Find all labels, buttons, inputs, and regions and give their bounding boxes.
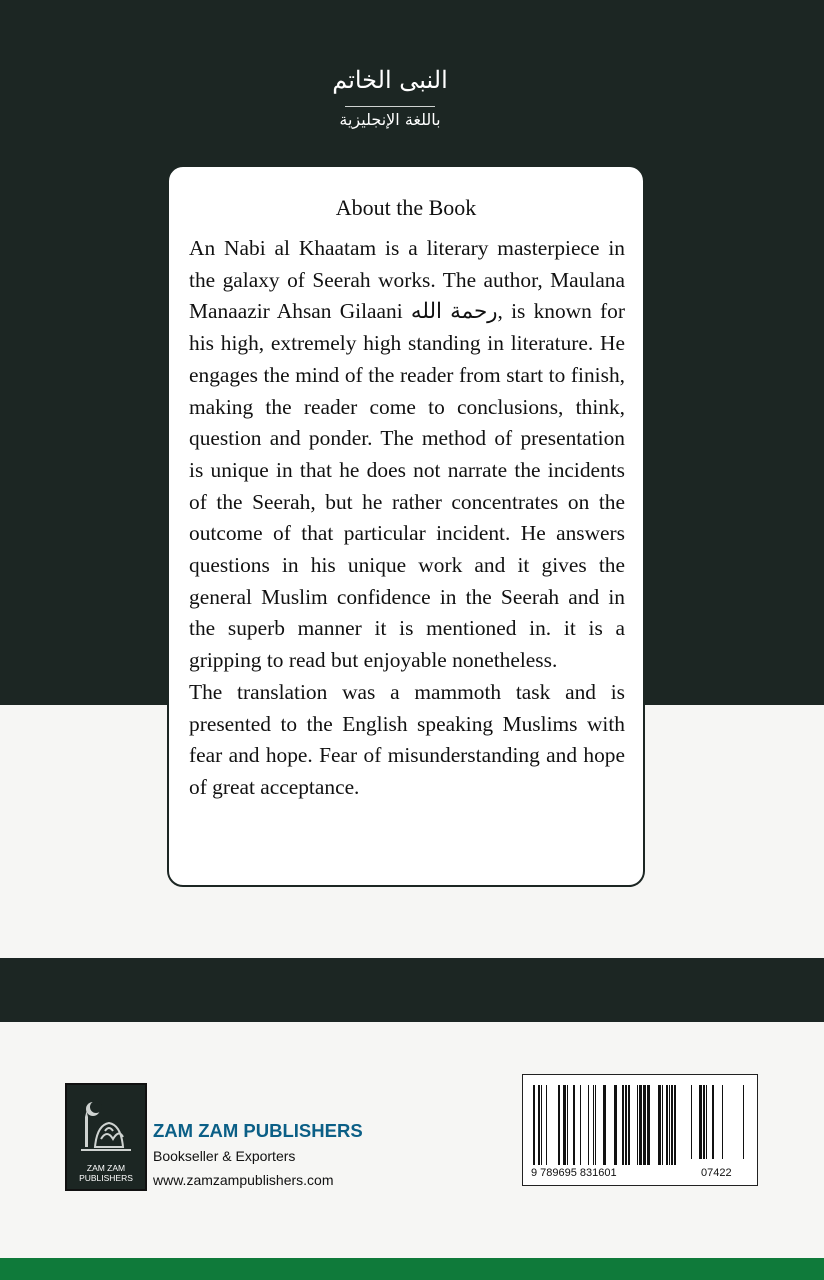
isbn-digits: 9 789695 831601 xyxy=(531,1167,617,1179)
mosque-logo-icon xyxy=(75,1095,137,1157)
barcode-bar xyxy=(533,1085,535,1165)
barcode-bar xyxy=(666,1085,668,1165)
barcode-bar xyxy=(603,1085,606,1165)
barcode-bar xyxy=(546,1085,547,1165)
barcode-bar xyxy=(541,1085,542,1165)
barcode-bar xyxy=(628,1085,630,1165)
barcode-bar xyxy=(595,1085,596,1165)
addon-digits: 07422 xyxy=(701,1167,732,1179)
barcode-bar xyxy=(567,1085,568,1165)
publisher-website: www.zamzampublishers.com xyxy=(153,1172,334,1188)
logo-caption-line-2: PUBLISHERS xyxy=(79,1173,133,1183)
publisher-logo xyxy=(65,1083,147,1191)
logo-caption xyxy=(67,1163,145,1183)
barcode-graphic xyxy=(533,1085,747,1165)
barcode-bar xyxy=(637,1085,638,1165)
barcode-bar xyxy=(691,1085,692,1159)
barcode-bar xyxy=(706,1085,707,1159)
barcode-bar xyxy=(674,1085,676,1165)
barcode-bar xyxy=(712,1085,714,1159)
about-paragraph-1: An Nabi al Khaatam is a literary masterpiece in the galaxy of Seerah works. The author, Maulana Manaazir Ahsan Gilaani رحمة الله, is known for his high, extremely high standing in literature. He engages the mind of the reader from start to finish, making the reader come to conclusions, think, question and ponder. The method of presentation is unique in that he does not narrate the incidents of the Seerah, but he rather concentrates on the outcome of that particular incident. He answers questions in his unique work and it gives the general Muslim confidence in the Seerah and in the superb manner it is mentioned in. it is a gripping to read but enjoyable nonetheless. xyxy=(189,236,625,673)
barcode-bar xyxy=(563,1085,566,1165)
cover-green-strip xyxy=(0,1258,824,1280)
about-heading: About the Book xyxy=(335,195,477,220)
barcode-bar xyxy=(573,1085,575,1165)
barcode-bar xyxy=(669,1085,670,1165)
arabic-title: النبى الخاتم xyxy=(332,66,448,94)
barcode-bar xyxy=(703,1085,705,1159)
barcode-bar xyxy=(699,1085,702,1159)
barcode-bar xyxy=(625,1085,627,1165)
barcode-bar xyxy=(588,1085,589,1165)
barcode-bar xyxy=(722,1085,723,1159)
publisher-tagline: Bookseller & Exporters xyxy=(153,1148,296,1164)
barcode-bar xyxy=(639,1085,642,1165)
barcode-bar xyxy=(743,1085,744,1159)
about-book-card xyxy=(167,165,645,887)
barcode-bar xyxy=(614,1085,617,1165)
barcode-bar xyxy=(662,1085,663,1165)
barcode-bar xyxy=(558,1085,560,1165)
publisher-name: ZAM ZAM PUBLISHERS xyxy=(153,1120,363,1141)
arabic-title-rule xyxy=(345,106,435,107)
about-body xyxy=(189,233,625,804)
barcode-bar xyxy=(593,1085,594,1165)
cover-dark-stripe xyxy=(0,958,824,1022)
barcode-bar xyxy=(580,1085,581,1165)
barcode-bar xyxy=(622,1085,624,1165)
barcode-bar xyxy=(643,1085,646,1165)
barcode-bar xyxy=(658,1085,661,1165)
about-paragraph-2: The translation was a mammoth task and is presented to the English speaking Muslims with fear and hope. Fear of misunderstanding and hope of great acceptance. xyxy=(189,679,625,799)
barcode-bar xyxy=(647,1085,650,1165)
arabic-subtitle: باللغة الإنجليزية xyxy=(339,110,441,129)
barcode-bar xyxy=(671,1085,673,1165)
logo-caption-line-1: ZAM ZAM xyxy=(86,1163,126,1173)
barcode-panel xyxy=(522,1074,758,1186)
barcode-bar xyxy=(538,1085,540,1165)
